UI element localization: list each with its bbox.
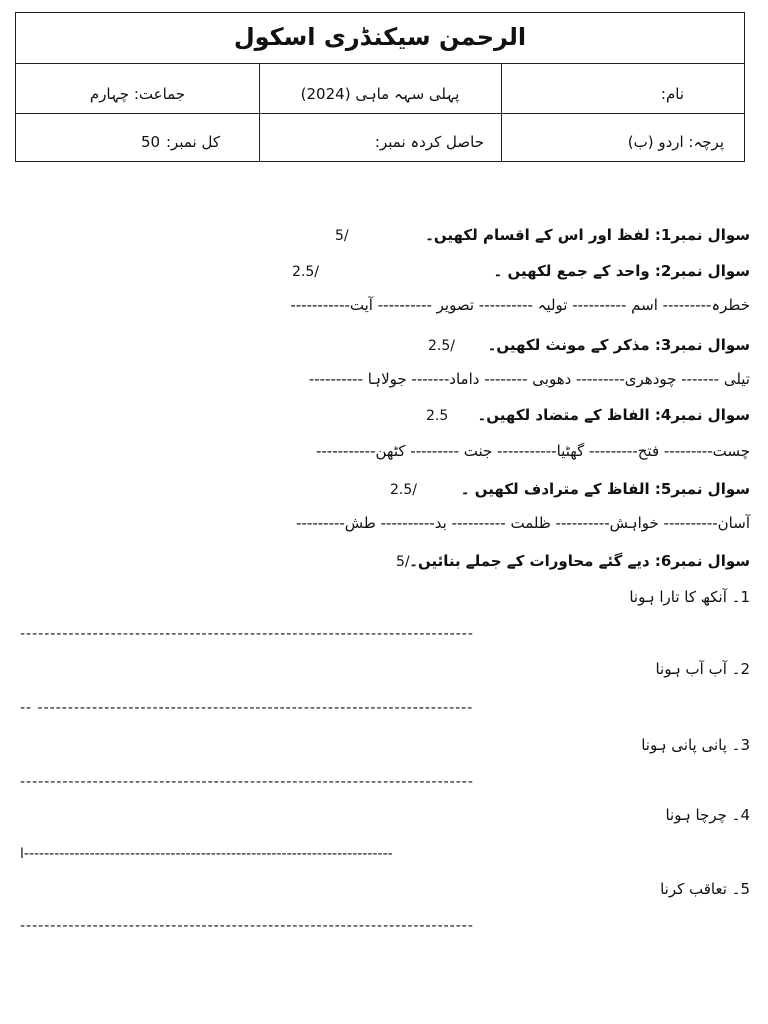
question-3: سوال نمبر3: مذکر کے مونث لکھیں۔	[487, 336, 750, 354]
table-divider	[16, 63, 744, 64]
question-5-words: آسان---------- خواہش---------- ظلمت ---------- بد---------- طش---------	[296, 514, 750, 532]
exam-title: پہلی سہہ ماہی (2024)	[300, 85, 460, 103]
idiom-item: 3۔ پانی پانی ہونا	[641, 736, 750, 754]
question-6-marks: 5/	[396, 554, 410, 570]
answer-line[interactable]: ---------------------------------------------------------------------------	[20, 626, 474, 642]
answer-line[interactable]: ا-------------------------------------------------------------------------	[20, 846, 393, 862]
question-4-words: چست--------- فتح--------- گھٹیا----------- جنت --------- کٹھن-----------	[315, 442, 750, 460]
question-4: سوال نمبر4: الفاظ کے متضاد لکھیں۔	[477, 406, 750, 424]
question-3-words: تیلی ------- چودھری--------- دھوبی -------- داماد------- جولاہا ----------	[308, 370, 750, 388]
question-2-marks: 2.5/	[292, 264, 319, 280]
question-4-marks: 2.5	[426, 408, 449, 424]
idiom-item: 4۔ چرچا ہونا	[665, 806, 750, 824]
total-marks-value: 50	[141, 133, 161, 151]
name-label: نام:	[660, 85, 684, 103]
answer-line[interactable]: ---------------------------------------------------------------------------	[20, 774, 474, 790]
question-3-marks: 2.5/	[428, 338, 455, 354]
question-1-marks: 5/	[335, 228, 349, 244]
idiom-item: 1۔ آنکھ کا تارا ہونا	[629, 588, 750, 606]
question-6: سوال نمبر6: دیے گئے محاورات کے جملے بنائیں۔	[409, 552, 750, 570]
question-2-words: خطرہ--------- اسم ---------- تولیہ ---------- تصویر ---------- آیت-----------	[290, 296, 750, 314]
paper-label: پرچہ: اردو (ب)	[627, 133, 724, 151]
question-5-marks: 2.5/	[390, 482, 417, 498]
question-5: سوال نمبر5: الفاظ کے مترادف لکھیں ۔	[460, 480, 750, 498]
idiom-item: 5۔ تعاقب کرنا	[660, 880, 750, 898]
answer-line[interactable]: -- ------------------------------------------------------------------------	[20, 700, 474, 716]
table-divider	[16, 113, 744, 114]
idiom-item: 2۔ آب آب ہونا	[655, 660, 750, 678]
class-label: جماعت: چہارم	[89, 85, 186, 103]
school-name: الرحمن سیکنڈری اسکول	[233, 23, 527, 51]
answer-line[interactable]: ---------------------------------------------------------------------------	[20, 918, 474, 934]
total-marks-label: کل نمبر:	[166, 133, 220, 151]
obtained-marks-label: حاصل کردہ نمبر:	[374, 133, 484, 151]
header-table	[15, 12, 745, 162]
table-divider	[501, 63, 502, 162]
question-1: سوال نمبر1: لفظ اور اس کے اقسام لکھیں۔	[425, 226, 750, 244]
table-divider	[259, 63, 260, 162]
question-2: سوال نمبر2: واحد کے جمع لکھیں ۔	[493, 262, 750, 280]
